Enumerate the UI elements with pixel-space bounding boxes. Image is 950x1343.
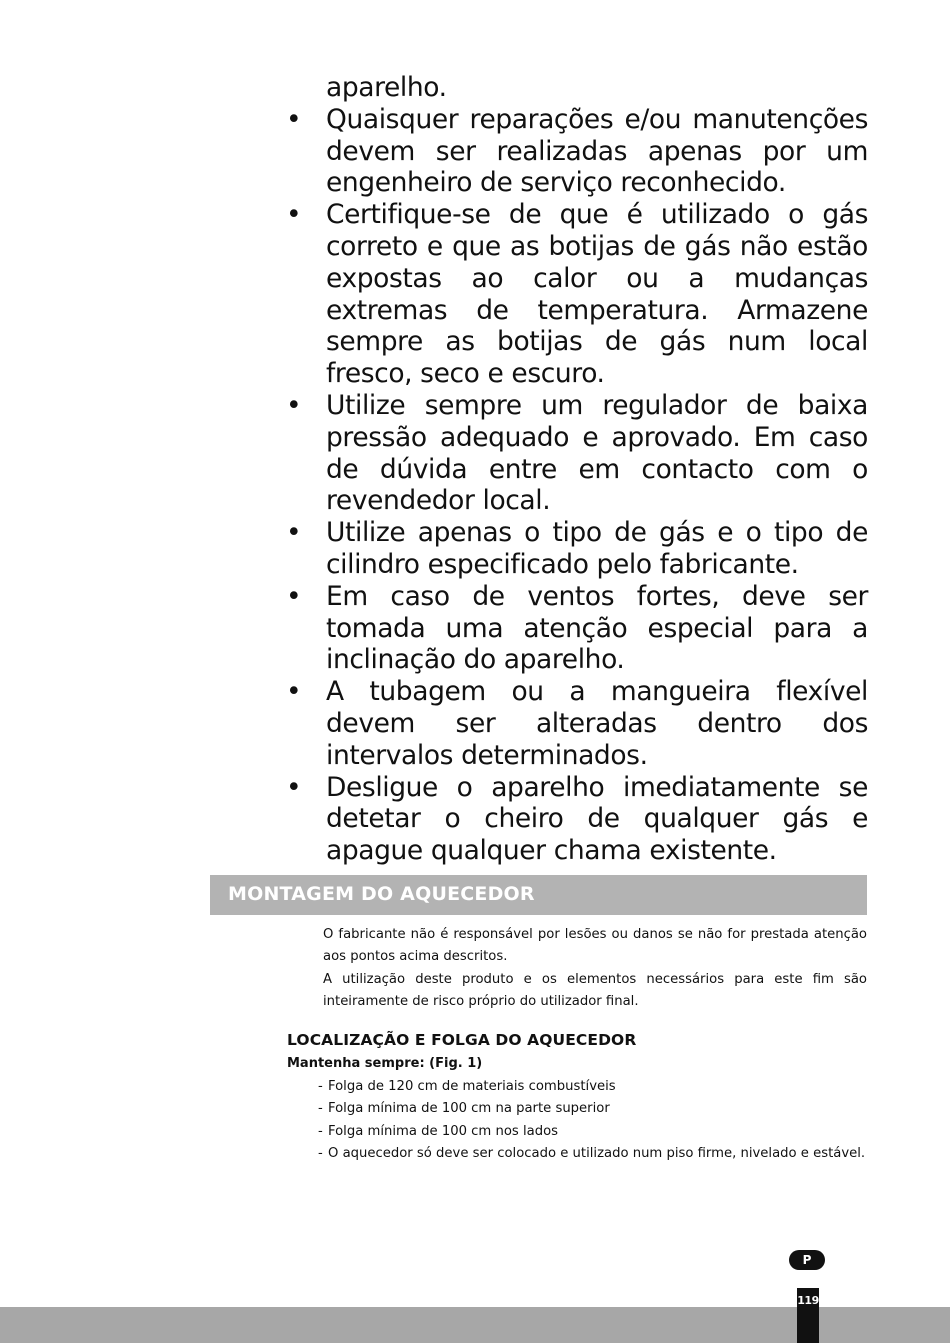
list-item: - Folga mínima de 100 cm na parte superior bbox=[318, 1098, 867, 1120]
intro-paragraph: O fabricante não é responsável por lesões ou danos se não for prestada atenção aos pontos acima descritos. bbox=[323, 927, 867, 965]
bullet-item: • Desligue o aparelho imediatamente se detetar o cheiro de qualquer gás e apague qualquer chama existente. bbox=[284, 772, 868, 867]
safety-bullet-list bbox=[284, 72, 868, 867]
bullet-continuation: aparelho. bbox=[326, 72, 447, 103]
list-item: - Folga de 120 cm de materiais combustíveis bbox=[318, 1076, 867, 1098]
bullet-item: • Quaisquer reparações e/ou manutenções devem ser realizadas apenas por um engenheiro de serviço reconhecido. bbox=[284, 104, 868, 199]
language-badge: P bbox=[789, 1250, 825, 1270]
bullet-item: • Em caso de ventos fortes, deve ser tomada uma atenção especial para a inclinação do aparelho. bbox=[284, 581, 868, 676]
section-title: MONTAGEM DO AQUECEDOR bbox=[228, 883, 535, 905]
bullet-item: • Utilize apenas o tipo de gás e o tipo de cilindro especificado pelo fabricante. bbox=[284, 517, 868, 581]
section-header-bar bbox=[210, 875, 867, 915]
list-item: - O aquecedor só deve ser colocado e utilizado num piso firme, nivelado e estável. bbox=[318, 1143, 867, 1165]
bullet-item: • Utilize sempre um regulador de baixa pressão adequado e aprovado. Em caso de dúvida entre em contacto com o revendedor local. bbox=[284, 390, 868, 517]
list-item: - Folga mínima de 100 cm nos lados bbox=[318, 1121, 867, 1143]
subsection-label: Mantenha sempre: (Fig. 1) bbox=[287, 1056, 483, 1071]
section-intro bbox=[323, 924, 867, 1014]
clearance-list bbox=[318, 1076, 867, 1165]
bullet-item: • Certifique-se de que é utilizado o gás correto e que as botijas de gás não estão expostas ao calor ou a mudanças extremas de temperatura. Armazene sempre as botijas de gás num local fresco, seco e escuro. bbox=[284, 199, 868, 390]
intro-paragraph: A utilização deste produto e os elementos necessários para este fim são inteiramente de risco próprio do utilizador final. bbox=[323, 971, 867, 1010]
bullet-item: • A tubagem ou a mangueira flexível devem ser alteradas dentro dos intervalos determinados. bbox=[284, 676, 868, 771]
subsection-title: LOCALIZAÇÃO E FOLGA DO AQUECEDOR bbox=[287, 1031, 637, 1049]
page-number: 119 bbox=[797, 1294, 819, 1307]
